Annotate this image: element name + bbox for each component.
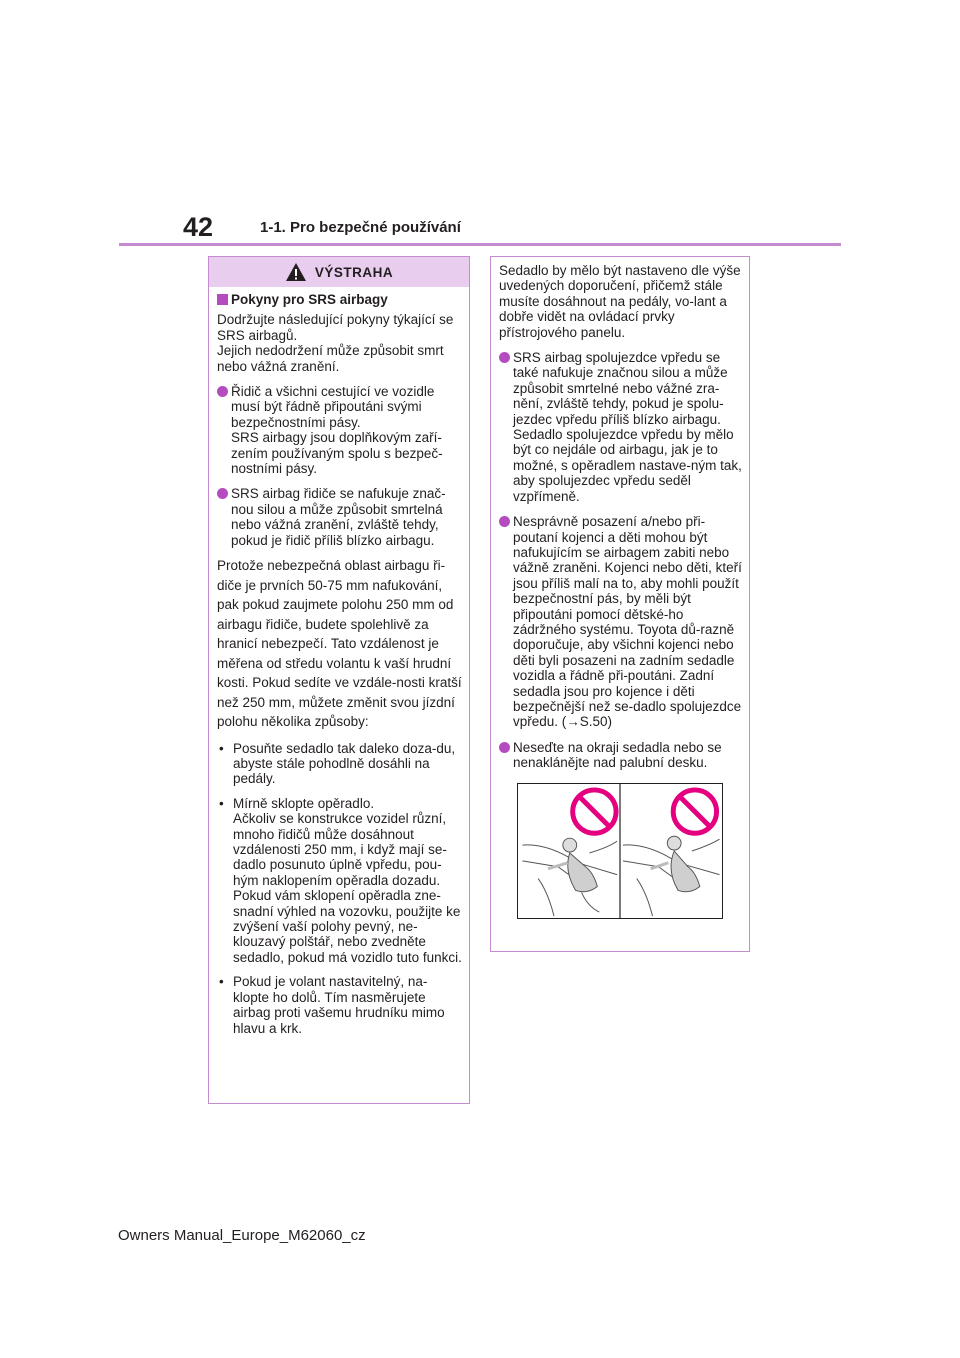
bullet-text: Neseďte na okraji sedadla nebo se nenaklánějte nad palubní desku. <box>513 739 722 771</box>
intro-text-2: Jejich nedodržení může způsobit smrt nebo vážná zranění. <box>217 343 444 374</box>
bullet-dot-icon <box>499 352 510 363</box>
list-item <box>499 514 743 730</box>
list-item <box>217 741 463 787</box>
square-bullet-icon <box>217 294 228 305</box>
occupant-leaning-figure <box>522 838 617 916</box>
bullet-text: SRS airbagy jsou doplňkovým zaří-zením používaným spolu s bezpeč-nostními pásy. <box>231 430 443 477</box>
bullet-dot-icon <box>217 386 228 397</box>
list-item <box>217 486 463 548</box>
intro-text: Dodržujte následující pokyny týkající se SRS airbagů. <box>217 312 454 343</box>
bullet-text: Ačkoliv se konstrukce vozidel různí, mnoho řidičů může dosáhnout vzdálenosti 250 mm, i když mají se-dadlo posunuto úplně vpředu, pou-hým naklopením opěradla dozadu. Pokud vám sklopení opěradla zne-snadní výhled na vozovku, použijte ke zvýšení vaší polohy pevný, ne-klouzavý polštář, nebo zvedněte sedadlo, pokud má vozidlo tuto funkci. <box>233 811 462 965</box>
bullet-dot-icon <box>499 516 510 527</box>
footer-text: Owners Manual_Europe_M62060_cz <box>118 1227 366 1244</box>
list-item <box>217 384 463 476</box>
warning-title: VÝSTRAHA <box>314 264 394 280</box>
bullet-dot-icon <box>499 742 510 753</box>
list-item <box>499 350 743 504</box>
list-item <box>217 974 463 1036</box>
bullet-dot-icon <box>217 488 228 499</box>
page-number: 42 <box>183 212 214 242</box>
bullet-text: Posuňte sedadlo tak daleko doza-du, abyste stále pohodlně dosáhli na pedály. <box>233 740 456 787</box>
prohibited-icon <box>673 790 716 833</box>
bullet-mark: • <box>219 974 224 990</box>
prohibited-icon <box>573 790 616 833</box>
airbag-warning-illustration <box>517 783 723 919</box>
section-title: 1-1. Pro bezpečné používání <box>260 219 461 236</box>
warning-box <box>208 256 470 1104</box>
continued-text: Sedadlo by mělo být nastaveno dle výše uvedených doporučení, přičemž stále musíte dosáhnout na pedály, vo-lant a dobře vidět na ovládací prvky přístrojového panelu. <box>499 263 741 340</box>
header-rule <box>119 243 841 246</box>
bullet-text: Nesprávně posazení a/nebo při-poutaní kojenci a děti mohou být nafukujícím se airbagem zabiti nebo vážně zraněni. Kojenci nebo děti, kteří jsou příliš malí na to, aby mohli použít bezpečnostní pás, by měli být připoutáni pomocí dětské-ho zádržného systému. Toyota dů-razně doporučuje, aby všichni kojenci nebo děti byli posazeni na zadním sedadle vozidla a řádně při-poutáni. Zadní sedadla jsou pro kojence i děti bezpečnější než se-dadlo spolujezdce vpředu. (→S.50) <box>513 514 742 730</box>
bullet-text: Řidič a všichni cestující ve vozidle musí být řádně připoutáni svými bezpečnostními pásy. <box>231 384 435 430</box>
warning-triangle-icon <box>285 262 307 282</box>
occupant-leaning-figure <box>623 836 720 916</box>
bullet-text: Mírně sklopte opěradlo. <box>233 795 375 811</box>
distance-paragraph: Protože nebezpečná oblast airbagu ři-diče je prvních 50-75 mm nafukování, pak pokud zaujmete polohu 250 mm od airbagu řidiče, budete spolehlivě za hranicí nebezpečí. Tato vzdálenost je měřena od středu volantu k vaší hrudní kosti. Pokud sedíte ve vzdále-nosti kratší než 250 mm, můžete změnit svou jízdní polohu několika způsoby: <box>217 558 462 730</box>
bullet-mark: • <box>219 740 224 756</box>
warning-box-continued <box>490 256 750 952</box>
bullet-text: SRS airbag spolujezdce vpředu se také nafukuje značnou silou a může způsobit smrtelné nebo vážné zra-nění, zvláště tehdy, pokud je spolu-jezdec vpředu příliš blízko airbagu. Sedadlo spolujezdce vpředu by mělo být co nejdále od airbagu, jak je to možné, s opěradlem nastave-ným tak, aby spolujezdec vpředu seděl vzpřímeně. <box>513 350 742 504</box>
subheading-text: Pokyny pro SRS airbagy <box>231 292 388 307</box>
list-item <box>499 740 743 771</box>
bullet-mark: • <box>219 795 224 811</box>
subheading <box>217 292 463 307</box>
bullet-text: SRS airbag řidiče se nafukuje znač-nou silou a může způsobit smrtelná nebo vážná zranění, zvláště tehdy, pokud je řidič příliš blízko airbagu. <box>231 486 446 548</box>
warning-header <box>209 257 469 287</box>
list-item <box>217 796 463 965</box>
bullet-text: Pokud je volant nastavitelný, na-klopte ho dolů. Tím nasměrujete airbag proti vašemu hrudníku mimo hlavu a krk. <box>233 974 445 1036</box>
